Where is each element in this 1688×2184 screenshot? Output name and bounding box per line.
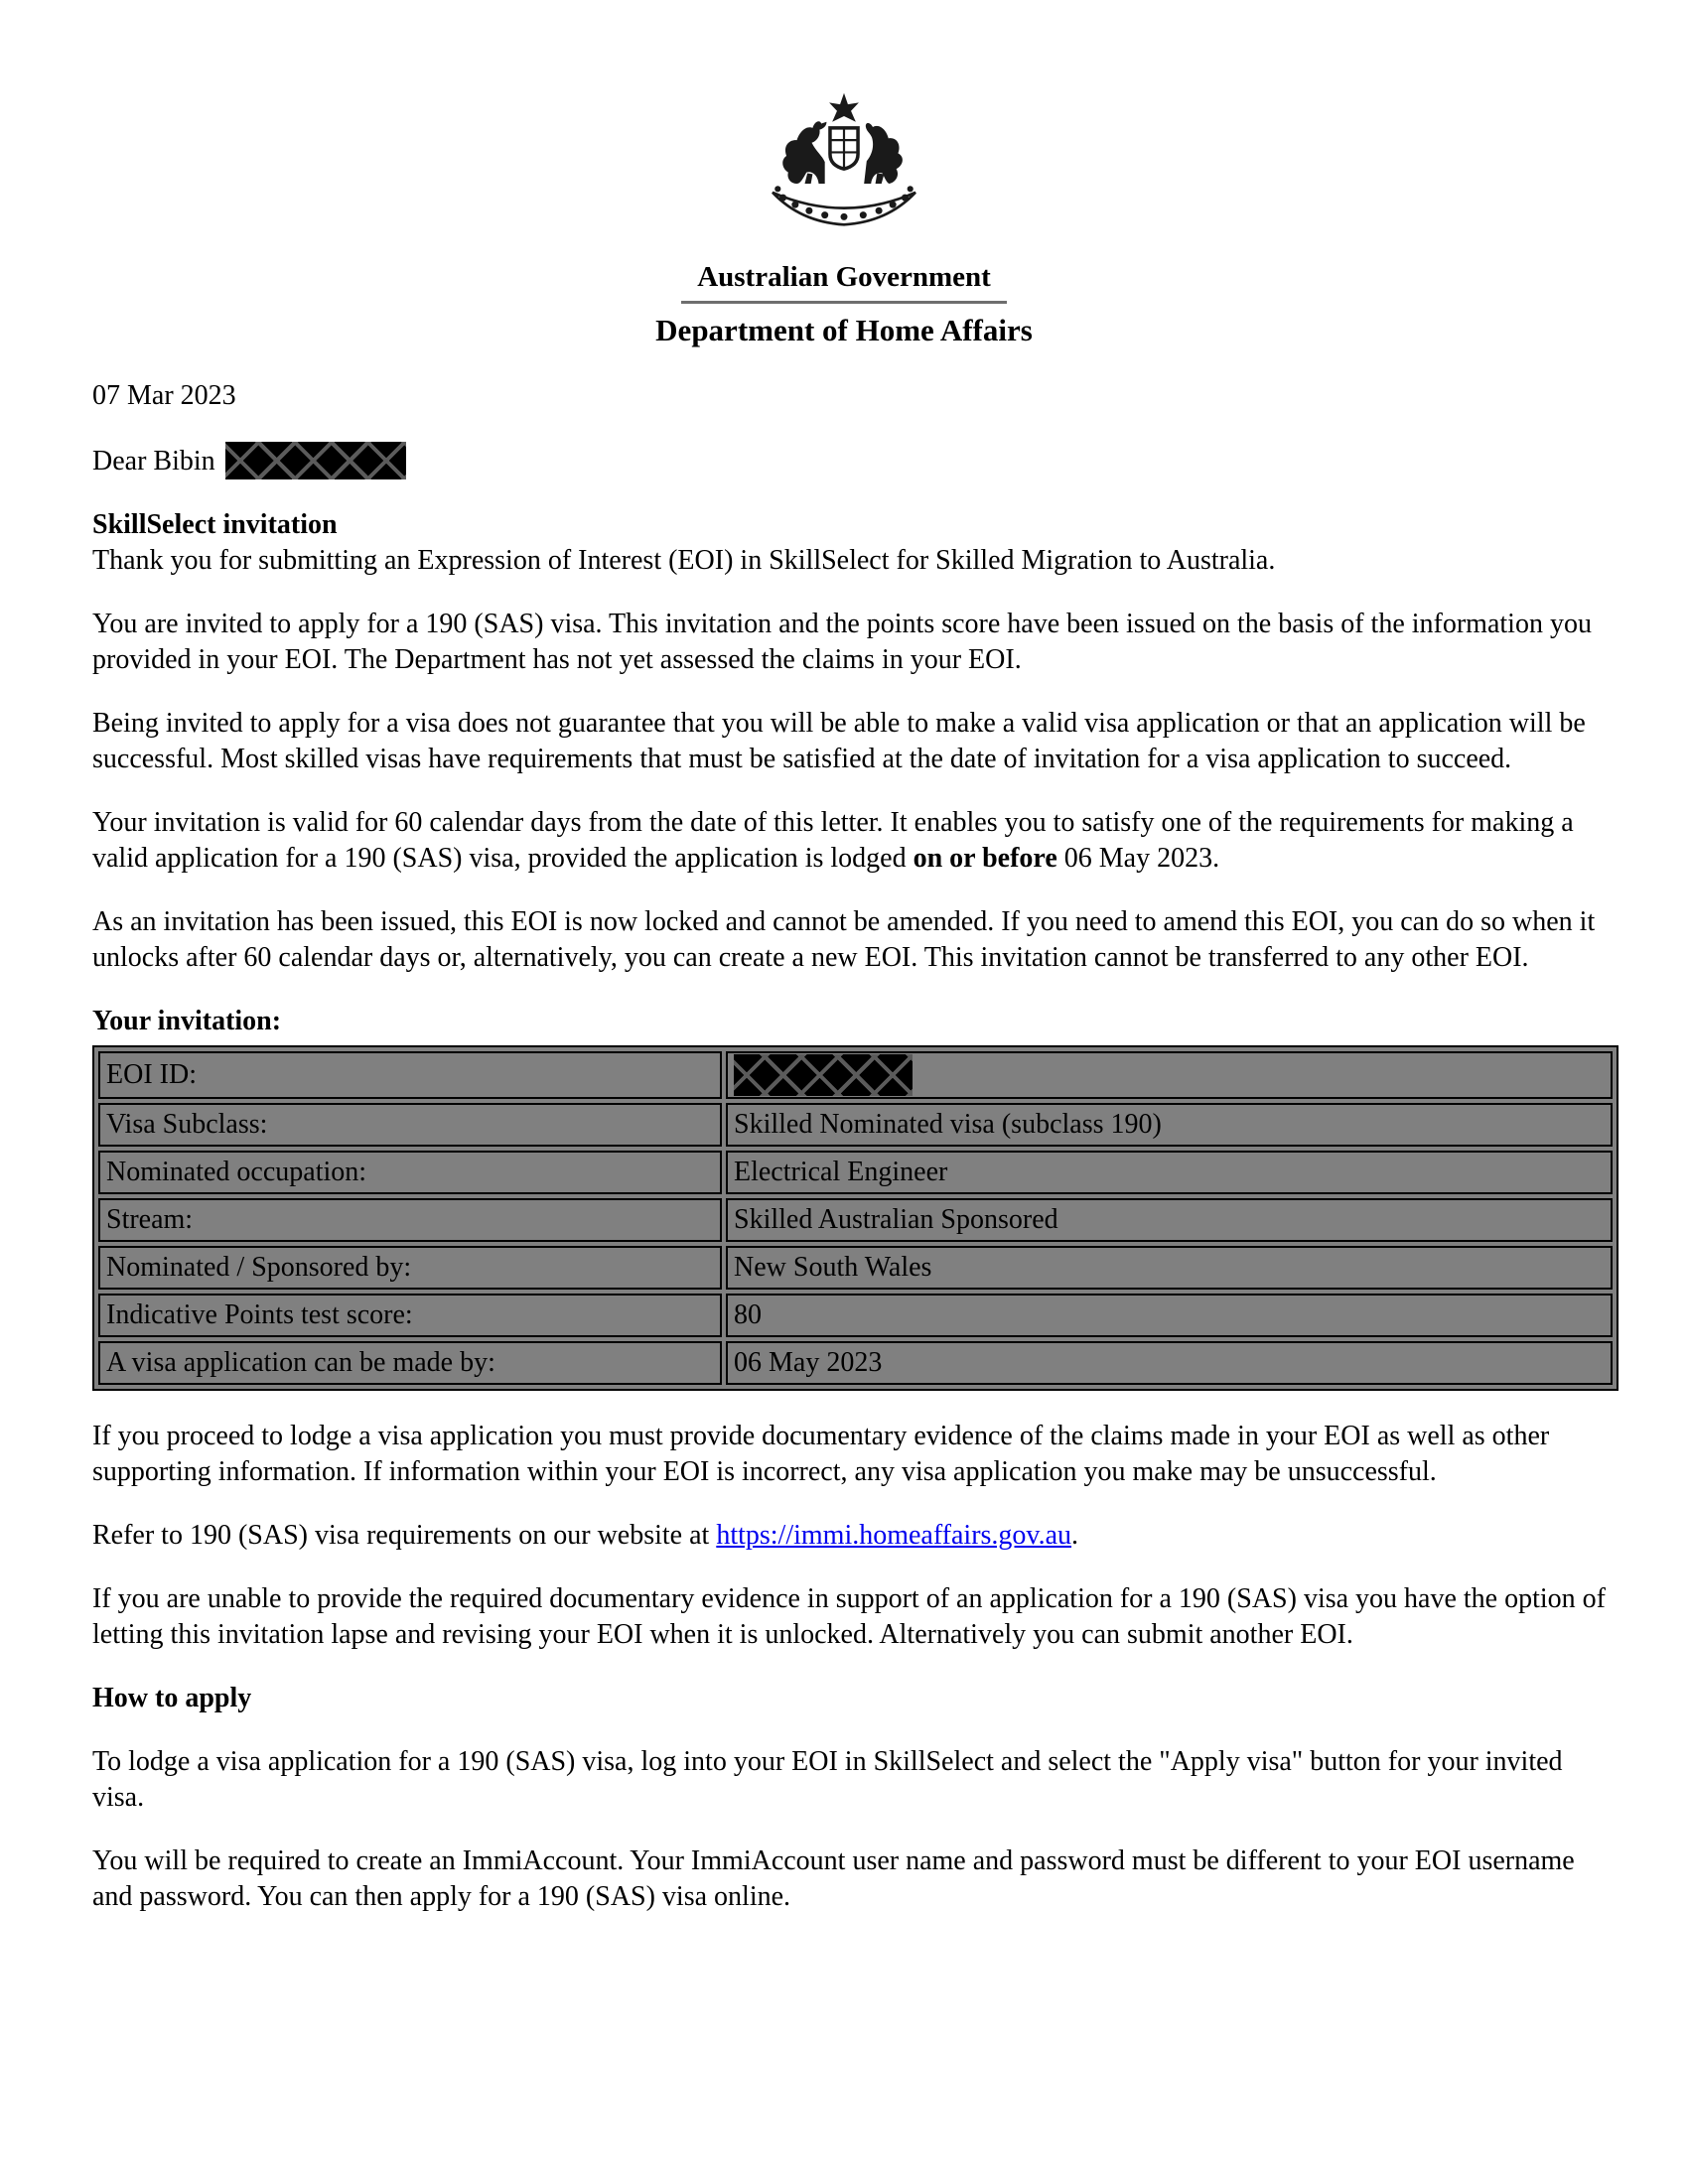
- header-divider: [681, 301, 1007, 304]
- invitation-row-label: Nominated occupation:: [98, 1151, 722, 1194]
- invitation-table-row: [98, 1246, 1613, 1290]
- invitation-row-label: Visa Subclass:: [98, 1103, 722, 1147]
- invitation-table-row: [98, 1198, 1613, 1242]
- government-title: Australian Government: [697, 261, 991, 293]
- invitation-row-value: Skilled Australian Sponsored: [726, 1198, 1613, 1242]
- invitation-table-row: [98, 1051, 1613, 1099]
- para-lodge: To lodge a visa application for a 190 (SAS) visa, log into your EOI in SkillSelect and select the "Apply visa" button for your invited visa.: [92, 1746, 1563, 1813]
- para-locked: As an invitation has been issued, this EOI is now locked and cannot be amended. If you need to amend this EOI, you can do so when it unlocks after 60 calendar days or, alternatively, you can create a new EOI. This invitation cannot be transferred to any other EOI.: [92, 906, 1596, 973]
- para-refer-pre: Refer to 190 (SAS) visa requirements on our website at: [92, 1520, 717, 1551]
- invitation-row-label: Indicative Points test score:: [98, 1294, 722, 1337]
- para-immiaccount: You will be required to create an ImmiAccount. Your ImmiAccount user name and password must be different to your EOI username and password. You can then apply for a 190 (SAS) visa online.: [92, 1845, 1575, 1912]
- para-validity-post: 06 May 2023.: [1056, 843, 1220, 874]
- letter-body: [92, 378, 1618, 1943]
- invitation-row-value: Electrical Engineer: [726, 1151, 1613, 1194]
- redacted-name-box: [225, 442, 406, 479]
- para-invited: You are invited to apply for a 190 (SAS) visa. This invitation and the points score have been issued on the basis of the information you provided in your EOI. The Department has not yet assessed the claims in your EOI.: [92, 609, 1592, 675]
- para-validity: [92, 805, 1618, 877]
- invitation-row-label: Nominated / Sponsored by:: [98, 1246, 722, 1290]
- invitation-table-row: [98, 1294, 1613, 1337]
- para-refer: [92, 1518, 1618, 1554]
- para-unable: If you are unable to provide the required documentary evidence in support of an application for a 190 (SAS) visa you have the option of letting this invitation lapse and revising your EOI when it is unlocked. Alternatively you can submit another EOI.: [92, 1583, 1606, 1650]
- government-header: [0, 91, 1688, 348]
- invitation-row-value: 06 May 2023: [726, 1341, 1613, 1385]
- para-validity-bold: on or before: [913, 843, 1057, 874]
- invitation-table-section: [92, 1004, 1618, 1391]
- invitation-row-value: [726, 1051, 1613, 1099]
- redacted-eoi-id-box: [734, 1054, 913, 1096]
- invitation-table-row: [98, 1151, 1613, 1194]
- para-guarantee: Being invited to apply for a visa does not guarantee that you will be able to make a valid visa application or that an application will be successful. Most skilled visas have requirements that must be satisfied at the date of invitation for a visa application to succeed.: [92, 708, 1586, 774]
- para-thanks: Thank you for submitting an Expression of Interest (EOI) in SkillSelect for Skilled Migration to Australia.: [92, 545, 1276, 576]
- department-title: Department of Home Affairs: [655, 313, 1033, 347]
- your-invitation-heading: Your invitation:: [92, 1006, 282, 1036]
- para-proceed: If you proceed to lodge a visa application you must provide documentary evidence of the claims made in your EOI as well as other supporting information. If information within your EOI is incorrect, any visa application you make may be unsuccessful.: [92, 1421, 1550, 1487]
- invitation-row-label: A visa application can be made by:: [98, 1341, 722, 1385]
- salutation-line: [92, 442, 1618, 479]
- skillselect-invitation-section: [92, 507, 1618, 579]
- salutation-text: Dear Bibin: [92, 446, 215, 477]
- invitation-row-value: New South Wales: [726, 1246, 1613, 1290]
- invitation-row-label: Stream:: [98, 1198, 722, 1242]
- invitation-table: [92, 1045, 1618, 1391]
- immi-homeaffairs-link[interactable]: https://immi.homeaffairs.gov.au: [716, 1520, 1072, 1551]
- invitation-table-body: [98, 1051, 1613, 1385]
- how-to-apply-heading-block: [92, 1681, 1618, 1716]
- para-refer-post: .: [1071, 1520, 1079, 1551]
- skillselect-invitation-heading: SkillSelect invitation: [92, 509, 338, 540]
- para-validity-pre: Your invitation is valid for 60 calendar days from the date of this letter. It enables you to satisfy one of the requirements for making a valid application for a 190 (SAS) visa, provided the application is lodged: [92, 807, 1574, 874]
- invitation-table-row: [98, 1341, 1613, 1385]
- invitation-row-label: EOI ID:: [98, 1051, 722, 1099]
- invitation-row-value: 80: [726, 1294, 1613, 1337]
- invitation-row-value: Skilled Nominated visa (subclass 190): [726, 1103, 1613, 1147]
- invitation-table-row: [98, 1103, 1613, 1147]
- how-to-apply-heading: How to apply: [92, 1683, 252, 1713]
- letter-date: 07 Mar 2023: [92, 380, 236, 411]
- coat-of-arms-icon: [755, 91, 933, 248]
